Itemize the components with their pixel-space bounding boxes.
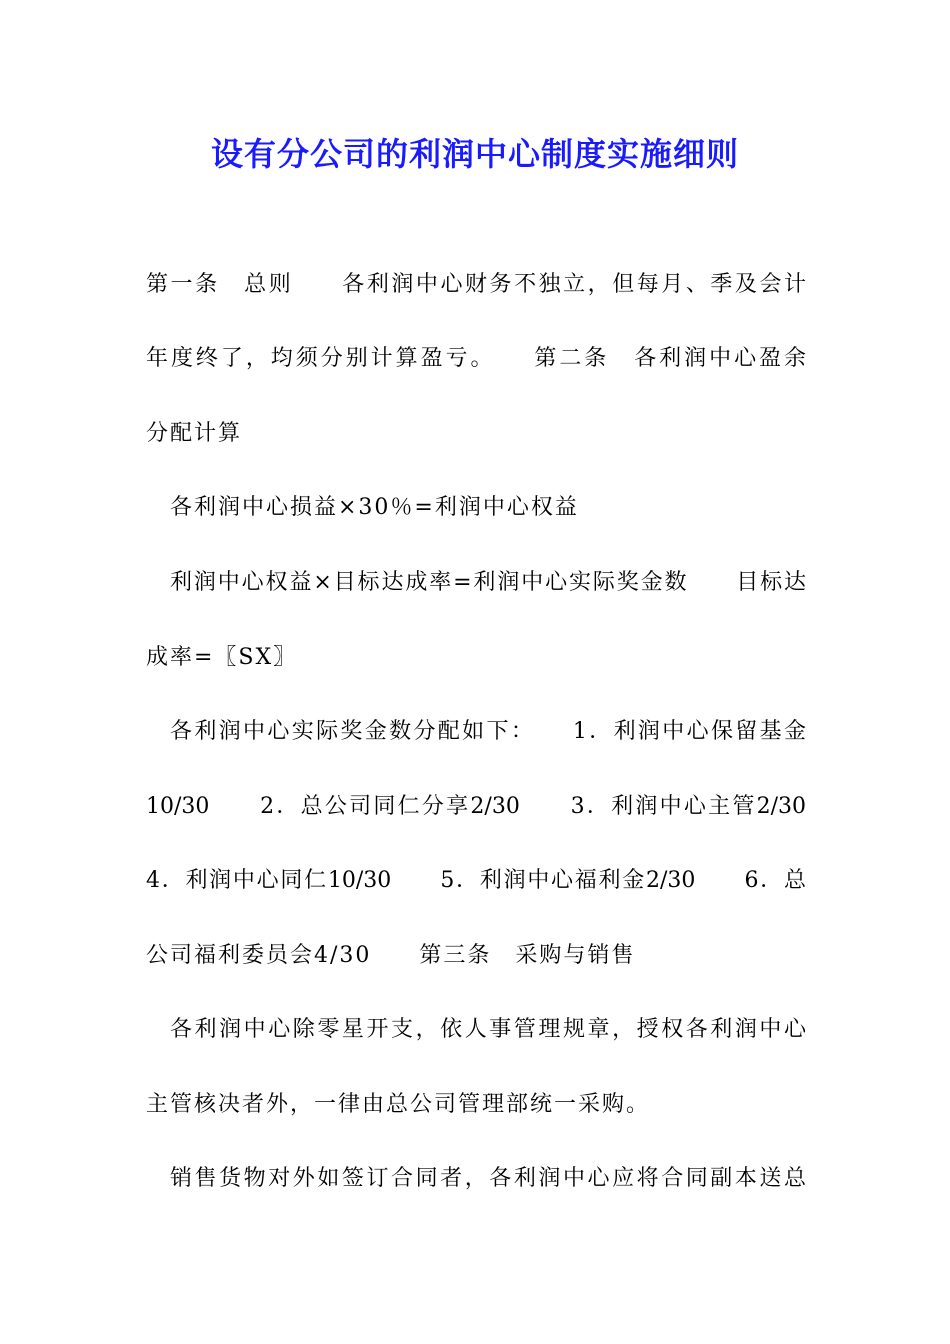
- body-line-10: 公司福利委员会4/30 第三条 采购与销售: [146, 943, 636, 968]
- body-line-8: 10/30 2．总公司同仁分享2/30 3．利润中心主管2/30: [146, 794, 806, 819]
- body-line-2: 年度终了，均须分别计算盈亏。 第二条 各利润中心盈余: [146, 346, 806, 371]
- body-line-13: 销售货物对外如签订合同者，各利润中心应将合同副本送总: [170, 1166, 806, 1191]
- body-line-9: 4．利润中心同仁10/30 5．利润中心福利金2/30 6．总: [146, 868, 806, 893]
- body-line-11: 各利润中心除零星开支，依人事管理规章，授权各利润中心: [170, 1017, 806, 1042]
- body-line-12: 主管核决者外，一律由总公司管理部统一采购。: [146, 1092, 651, 1117]
- body-line-6: 成率=〖SX〗: [146, 645, 298, 670]
- body-line-5: 利润中心权益×目标达成率=利润中心实际奖金数 目标达: [170, 570, 806, 595]
- body-line-1: 第一条 总则 各利润中心财务不独立，但每月、季及会计: [146, 272, 806, 297]
- document-title: 设有分公司的利润中心制度实施细则: [210, 135, 739, 173]
- body-line-3: 分配计算: [146, 421, 243, 446]
- body-line-4: 各利润中心损益×30％=利润中心权益: [170, 495, 579, 520]
- body-line-7: 各利润中心实际奖金数分配如下： 1．利润中心保留基金: [170, 719, 806, 744]
